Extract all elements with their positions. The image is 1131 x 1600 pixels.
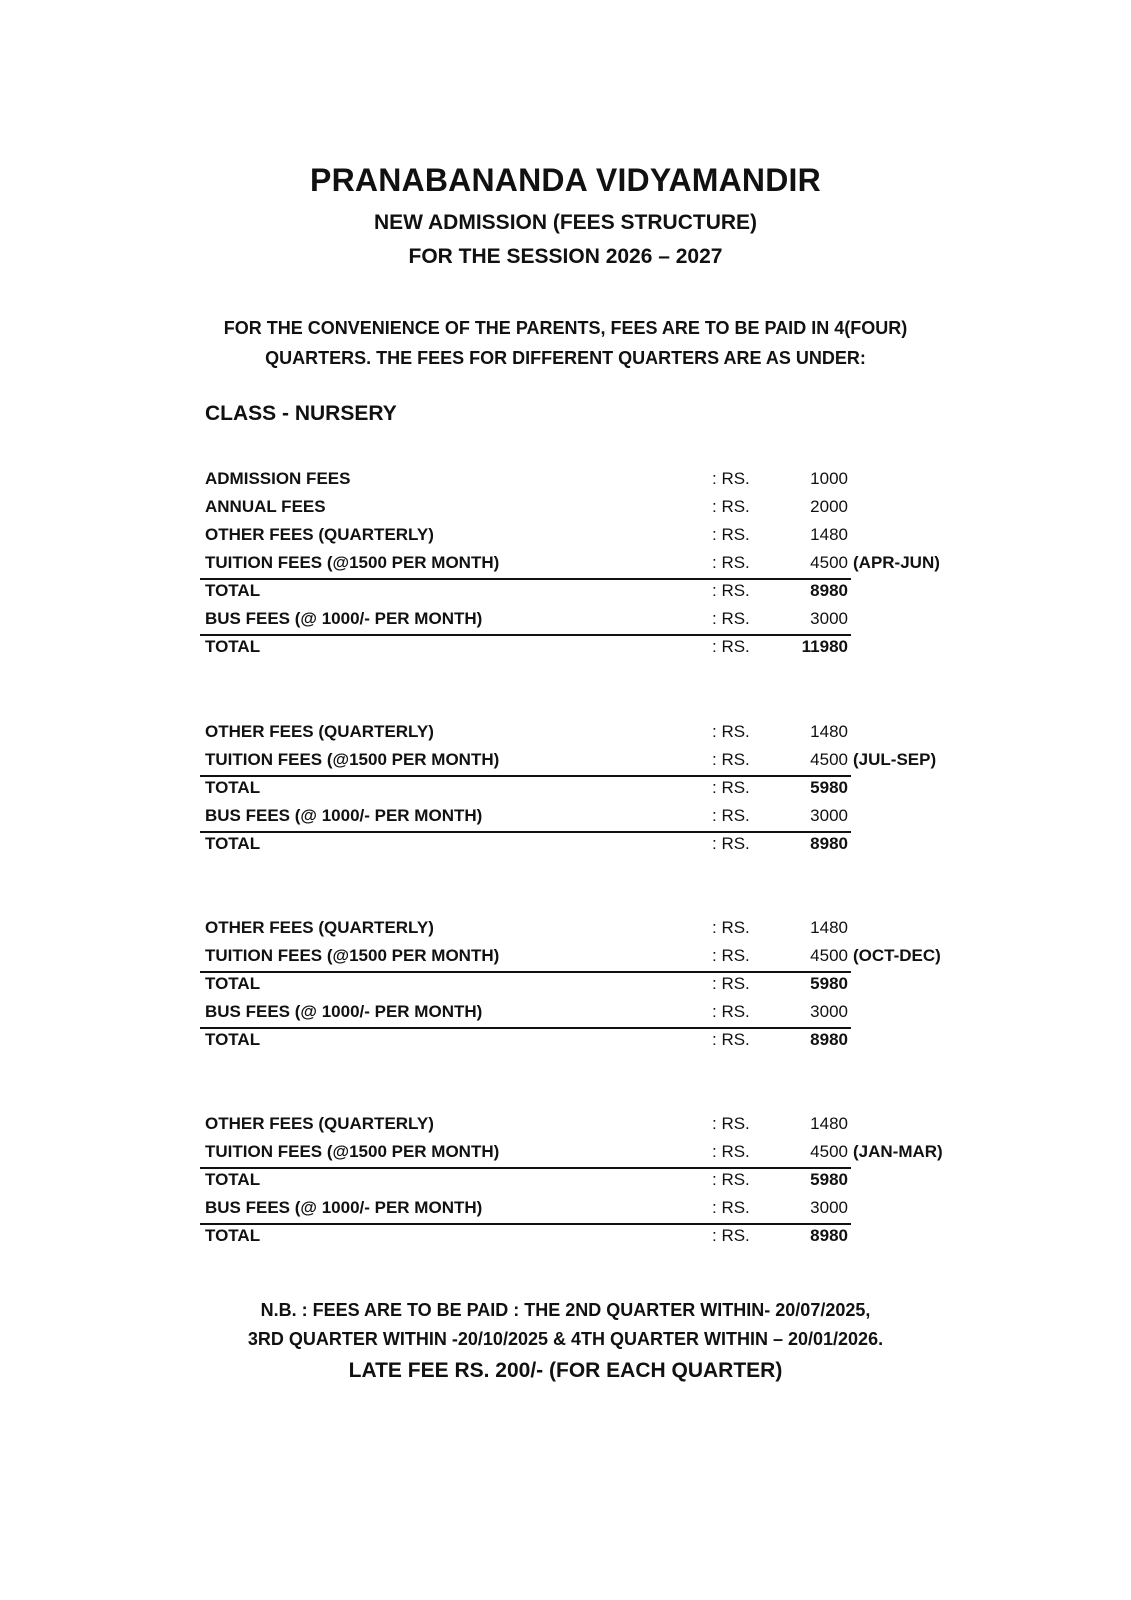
quarter-period: (JAN-MAR) bbox=[853, 1142, 943, 1161]
fee-amount: 3000 bbox=[810, 1198, 848, 1217]
currency-label: : RS. bbox=[712, 722, 750, 741]
fee-label: OTHER FEES (QUARTERLY) bbox=[205, 722, 434, 741]
fee-label: TUITION FEES (@1500 PER MONTH) bbox=[205, 750, 500, 769]
total-row bbox=[0, 577, 1131, 604]
fee-label: TOTAL bbox=[205, 581, 261, 600]
fee-label: TUITION FEES (@1500 PER MONTH) bbox=[205, 553, 500, 572]
total-row bbox=[0, 1166, 1131, 1193]
fee-label: ADMISSION FEES bbox=[205, 469, 351, 488]
currency-label: : RS. bbox=[712, 469, 750, 488]
intro-line-2: QUARTERS. THE FEES FOR DIFFERENT QUARTERS ARE AS UNDER: bbox=[265, 348, 866, 368]
fee-amount: 8980 bbox=[810, 581, 848, 600]
fee-amount: 3000 bbox=[810, 806, 848, 825]
fee-amount: 1480 bbox=[810, 1114, 848, 1133]
fee-amount: 4500 bbox=[810, 1142, 848, 1161]
currency-label: : RS. bbox=[712, 1170, 750, 1189]
fee-row bbox=[0, 914, 1131, 941]
fee-amount: 11980 bbox=[801, 637, 848, 656]
document-subtitle: NEW ADMISSION (FEES STRUCTURE) bbox=[373, 211, 758, 234]
fee-amount: 8980 bbox=[810, 1030, 848, 1049]
currency-label: : RS. bbox=[712, 609, 750, 628]
fee-row bbox=[0, 521, 1131, 548]
intro-line-1: FOR THE CONVENIENCE OF THE PARENTS, FEES ARE TO BE PAID IN 4(FOUR) bbox=[223, 318, 908, 338]
fee-label: TOTAL bbox=[205, 1170, 261, 1189]
fee-label: OTHER FEES (QUARTERLY) bbox=[205, 525, 434, 544]
currency-label: : RS. bbox=[712, 1002, 750, 1021]
fee-label: OTHER FEES (QUARTERLY) bbox=[205, 1114, 434, 1133]
fee-row bbox=[0, 1138, 1131, 1165]
fee-label: TOTAL bbox=[205, 778, 261, 797]
fee-label: OTHER FEES (QUARTERLY) bbox=[205, 918, 434, 937]
currency-label: : RS. bbox=[712, 581, 750, 600]
quarter-period: (OCT-DEC) bbox=[853, 946, 941, 965]
fee-label: ANNUAL FEES bbox=[205, 497, 326, 516]
currency-label: : RS. bbox=[712, 497, 750, 516]
intro-paragraph bbox=[0, 313, 1131, 373]
fee-row bbox=[0, 493, 1131, 520]
total-row bbox=[0, 633, 1131, 660]
fee-row bbox=[0, 1194, 1131, 1221]
fee-amount: 5980 bbox=[810, 1170, 848, 1189]
total-row bbox=[0, 1026, 1131, 1053]
fee-amount: 3000 bbox=[810, 1002, 848, 1021]
currency-label: : RS. bbox=[712, 806, 750, 825]
fee-amount: 4500 bbox=[810, 750, 848, 769]
fee-label: BUS FEES (@ 1000/- PER MONTH) bbox=[205, 1002, 483, 1021]
fee-amount: 1480 bbox=[810, 918, 848, 937]
fee-amount: 4500 bbox=[810, 946, 848, 965]
quarter-period: (APR-JUN) bbox=[853, 553, 940, 572]
currency-label: : RS. bbox=[712, 637, 750, 656]
currency-label: : RS. bbox=[712, 834, 750, 853]
class-heading: CLASS - NURSERY bbox=[205, 402, 397, 425]
fee-label: TUITION FEES (@1500 PER MONTH) bbox=[205, 1142, 500, 1161]
payment-note-line-1: N.B. : FEES ARE TO BE PAID : THE 2ND QUARTER WITHIN- 20/07/2025, bbox=[260, 1300, 871, 1320]
fee-amount: 5980 bbox=[810, 974, 848, 993]
fee-label: TOTAL bbox=[205, 1030, 261, 1049]
currency-label: : RS. bbox=[712, 1114, 750, 1133]
currency-label: : RS. bbox=[712, 1198, 750, 1217]
fee-label: BUS FEES (@ 1000/- PER MONTH) bbox=[205, 609, 483, 628]
fee-label: BUS FEES (@ 1000/- PER MONTH) bbox=[205, 806, 483, 825]
session-line: FOR THE SESSION 2026 – 2027 bbox=[408, 245, 723, 268]
fee-label: TOTAL bbox=[205, 1226, 261, 1245]
total-row bbox=[0, 1222, 1131, 1249]
currency-label: : RS. bbox=[712, 946, 750, 965]
fee-amount: 8980 bbox=[810, 1226, 848, 1245]
fee-label: TOTAL bbox=[205, 834, 261, 853]
fee-row bbox=[0, 549, 1131, 576]
total-row bbox=[0, 774, 1131, 801]
currency-label: : RS. bbox=[712, 525, 750, 544]
payment-note-line-2: 3RD QUARTER WITHIN -20/10/2025 & 4TH QUARTER WITHIN – 20/01/2026. bbox=[247, 1329, 884, 1349]
fee-row bbox=[0, 942, 1131, 969]
currency-label: : RS. bbox=[712, 1226, 750, 1245]
currency-label: : RS. bbox=[712, 974, 750, 993]
currency-label: : RS. bbox=[712, 750, 750, 769]
fee-row bbox=[0, 465, 1131, 492]
total-row bbox=[0, 970, 1131, 997]
fee-amount: 8980 bbox=[810, 834, 848, 853]
fee-amount: 1480 bbox=[810, 722, 848, 741]
fee-label: BUS FEES (@ 1000/- PER MONTH) bbox=[205, 1198, 483, 1217]
currency-label: : RS. bbox=[712, 778, 750, 797]
fee-label: TOTAL bbox=[205, 974, 261, 993]
currency-label: : RS. bbox=[712, 1030, 750, 1049]
fee-row bbox=[0, 1110, 1131, 1137]
fee-amount: 4500 bbox=[810, 553, 848, 572]
fee-amount: 1480 bbox=[810, 525, 848, 544]
currency-label: : RS. bbox=[712, 553, 750, 572]
fee-row bbox=[0, 746, 1131, 773]
fee-row bbox=[0, 802, 1131, 829]
fee-amount: 1000 bbox=[810, 469, 848, 488]
quarter-period: (JUL-SEP) bbox=[853, 750, 937, 769]
late-fee-note: LATE FEE RS. 200/- (FOR EACH QUARTER) bbox=[348, 1359, 783, 1382]
fee-row bbox=[0, 718, 1131, 745]
fee-row bbox=[0, 998, 1131, 1025]
currency-label: : RS. bbox=[712, 918, 750, 937]
currency-label: : RS. bbox=[712, 1142, 750, 1161]
fee-amount: 2000 bbox=[810, 497, 848, 516]
fee-row bbox=[0, 605, 1131, 632]
fee-amount: 5980 bbox=[810, 778, 848, 797]
fee-label: TUITION FEES (@1500 PER MONTH) bbox=[205, 946, 500, 965]
total-row bbox=[0, 830, 1131, 857]
school-name: PRANABANANDA VIDYAMANDIR bbox=[310, 162, 821, 198]
fee-amount: 3000 bbox=[810, 609, 848, 628]
fee-label: TOTAL bbox=[205, 637, 261, 656]
